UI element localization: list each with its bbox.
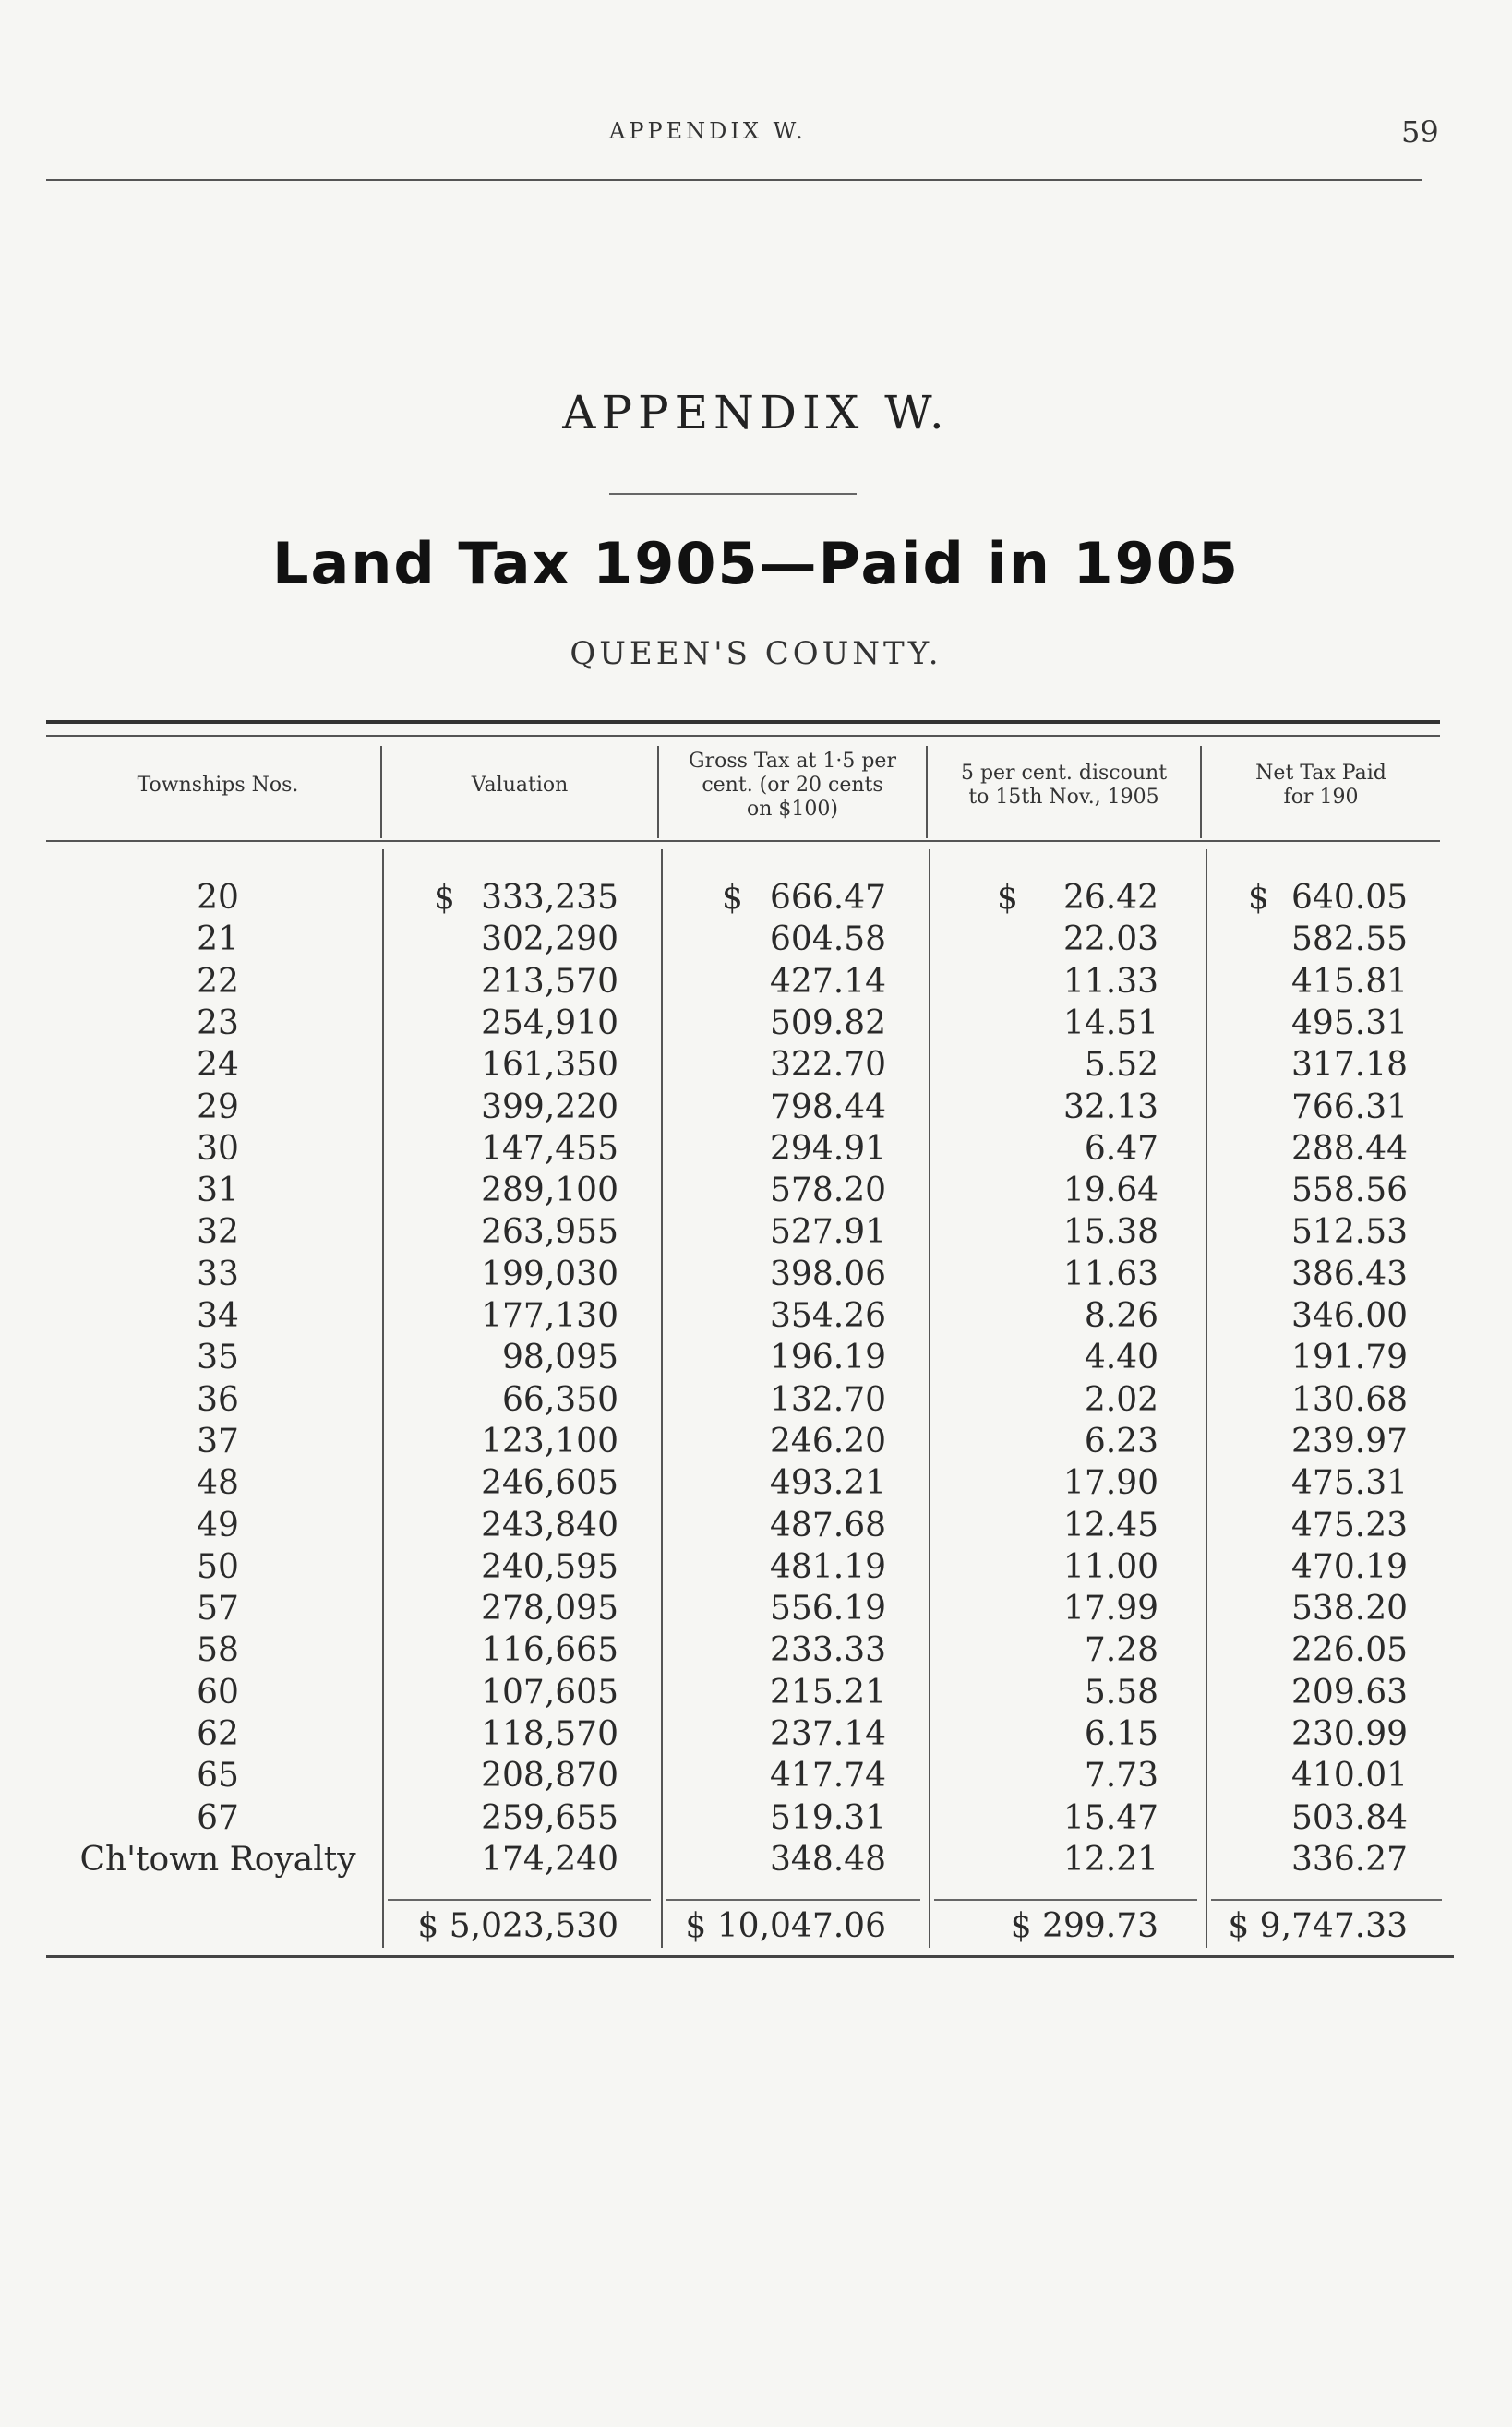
- valuation-cell: 66,350: [502, 1380, 618, 1419]
- valuation-cell: 161,350: [481, 1046, 618, 1085]
- discount-cell: 12.45: [1062, 1506, 1158, 1544]
- township-cell: 23: [197, 1003, 239, 1042]
- header-net-line2: for 190: [1283, 786, 1359, 809]
- township-cell: 50: [197, 1547, 239, 1586]
- valuation-cell: 302,290: [481, 920, 618, 959]
- discount-cell: 6.23: [1084, 1422, 1158, 1460]
- discount-cell: 7.28: [1084, 1631, 1158, 1670]
- valuation-cell: 208,870: [481, 1757, 618, 1796]
- county-label: QUEEN'S COUNTY.: [570, 635, 942, 672]
- township-cell: 30: [197, 1129, 239, 1168]
- gross-tax-cell: 196.19: [770, 1339, 886, 1377]
- total-net: $ 9,747.33: [1228, 1907, 1408, 1945]
- table-row: [0, 1295, 1512, 1337]
- township-cell: 57: [197, 1590, 239, 1628]
- discount-cell: 15.38: [1062, 1213, 1158, 1252]
- table-row: [0, 1421, 1512, 1462]
- table-row: [0, 1254, 1512, 1295]
- township-cell: 37: [197, 1422, 239, 1460]
- township-cell: Ch'town Royalty: [79, 1840, 356, 1879]
- header-discount: [928, 762, 1200, 810]
- net-tax-cell: 346.00: [1291, 1297, 1408, 1335]
- township-cell: 65: [197, 1757, 239, 1796]
- gross-tax-cell: 417.74: [770, 1757, 886, 1796]
- discount-cell: 15.47: [1062, 1798, 1158, 1837]
- net-tax-cell: 230.99: [1291, 1715, 1408, 1753]
- header-gross-tax: [659, 750, 926, 822]
- valuation-cell: 278,095: [481, 1590, 618, 1628]
- gross-tax-cell: 398.06: [770, 1255, 886, 1293]
- table-row: [0, 1462, 1512, 1504]
- net-tax-cell: 209.63: [1291, 1673, 1408, 1712]
- table-row: [0, 1546, 1512, 1588]
- table-top-rule-thin: [46, 735, 1440, 737]
- township-cell: 35: [197, 1339, 239, 1377]
- discount-cell: 32.13: [1062, 1087, 1158, 1126]
- table-row: [0, 1087, 1512, 1128]
- table-row: [0, 1211, 1512, 1253]
- net-tax-cell: 582.55: [1291, 920, 1408, 959]
- gross-tax-cell: 493.21: [770, 1464, 886, 1503]
- valuation-cell: 289,100: [481, 1171, 618, 1210]
- township-cell: 48: [197, 1464, 239, 1503]
- gross-tax-cell: 294.91: [770, 1129, 886, 1168]
- gross-tax-cell: 578.20: [770, 1171, 886, 1210]
- valuation-cell: 174,240: [481, 1840, 618, 1879]
- discount-cell: 8.26: [1084, 1297, 1158, 1335]
- valuation-cell: 107,605: [481, 1673, 618, 1712]
- valuation-cell: 116,665: [481, 1631, 618, 1670]
- gross-tax-cell: 604.58: [770, 920, 886, 959]
- table-bottom-rule: [46, 1955, 1454, 1958]
- table-row: [0, 1588, 1512, 1629]
- table-row: [0, 1044, 1512, 1086]
- township-cell: 36: [197, 1380, 239, 1419]
- table-row: [0, 1337, 1512, 1378]
- net-tax-cell: 239.97: [1291, 1422, 1408, 1460]
- table-row: [0, 1755, 1512, 1796]
- table-row: [0, 1672, 1512, 1713]
- valuation-cell: 263,955: [481, 1213, 618, 1252]
- discount-cell: 7.73: [1084, 1757, 1158, 1796]
- net-tax-cell: 538.20: [1291, 1590, 1408, 1628]
- township-cell: 22: [197, 962, 239, 1001]
- net-tax-cell: 470.19: [1291, 1547, 1408, 1586]
- township-cell: 34: [197, 1297, 239, 1335]
- gross-tax-cell: 519.31: [770, 1798, 886, 1837]
- gross-tax-cell: 354.26: [770, 1297, 886, 1335]
- township-cell: 33: [197, 1255, 239, 1293]
- discount-cell: 6.47: [1084, 1129, 1158, 1168]
- header-net-line1: Net Tax Paid: [1255, 762, 1386, 785]
- township-cell: 24: [197, 1046, 239, 1085]
- gross-tax-cell: 132.70: [770, 1380, 886, 1419]
- valuation-cell: 123,100: [481, 1422, 618, 1460]
- header-township: Townships Nos.: [137, 774, 299, 797]
- discount-cell: 22.03: [1062, 920, 1158, 959]
- running-head: [0, 114, 1512, 155]
- township-cell: 49: [197, 1506, 239, 1544]
- valuation-cell: 213,570: [481, 962, 618, 1001]
- township-cell: 31: [197, 1171, 239, 1210]
- valuation-cell: 399,220: [481, 1087, 618, 1126]
- net-tax-cell: 288.44: [1291, 1129, 1408, 1168]
- net-tax-cell: 386.43: [1291, 1255, 1408, 1293]
- net-tax-cell: 336.27: [1291, 1840, 1408, 1879]
- gross-tax-cell: 246.20: [770, 1422, 886, 1460]
- gross-tax-cell: 798.44: [770, 1087, 886, 1126]
- valuation-cell: 240,595: [481, 1547, 618, 1586]
- discount-cell: 6.15: [1084, 1715, 1158, 1753]
- header-gross-line2: cent. (or 20 cents: [702, 774, 883, 797]
- table-row: [0, 1505, 1512, 1546]
- total-discount: $ 299.73: [1010, 1907, 1158, 1945]
- table-row: [0, 919, 1512, 960]
- header-net-tax: [1202, 762, 1440, 810]
- table-row: [0, 1797, 1512, 1839]
- net-tax-cell: 503.84: [1291, 1798, 1408, 1837]
- township-cell: 62: [197, 1715, 239, 1753]
- net-tax-cell: 410.01: [1291, 1757, 1408, 1796]
- township-cell: 58: [197, 1631, 239, 1670]
- table-row: [0, 1003, 1512, 1044]
- valuation-cell: 246,605: [481, 1464, 618, 1503]
- discount-cell: 12.21: [1062, 1840, 1158, 1879]
- gross-tax-cell: 556.19: [770, 1590, 886, 1628]
- valuation-cell: 147,455: [481, 1129, 618, 1168]
- gross-tax-cell: 322.70: [770, 1046, 886, 1085]
- gross-tax-cell: 666.47: [770, 879, 886, 917]
- currency-symbol: $: [997, 879, 1018, 917]
- currency-symbol: $: [722, 879, 743, 917]
- page-title: APPENDIX W.: [562, 386, 950, 439]
- page-number: 59: [1401, 114, 1439, 150]
- township-cell: 21: [197, 920, 239, 959]
- discount-cell: 19.64: [1062, 1171, 1158, 1210]
- gross-tax-cell: 215.21: [770, 1673, 886, 1712]
- discount-cell: 26.42: [1062, 879, 1158, 917]
- table-row: [0, 1379, 1512, 1421]
- currency-symbol: $: [1248, 879, 1269, 917]
- valuation-cell: 98,095: [502, 1339, 618, 1377]
- net-tax-cell: 640.05: [1291, 879, 1408, 917]
- table-row: [0, 877, 1512, 919]
- net-tax-cell: 495.31: [1291, 1003, 1408, 1042]
- discount-cell: 11.00: [1062, 1547, 1158, 1586]
- net-tax-cell: 512.53: [1291, 1213, 1408, 1252]
- valuation-cell: 118,570: [481, 1715, 618, 1753]
- gross-tax-cell: 509.82: [770, 1003, 886, 1042]
- valuation-cell: 259,655: [481, 1798, 618, 1837]
- discount-cell: 2.02: [1084, 1380, 1158, 1419]
- valuation-cell: 333,235: [481, 879, 618, 917]
- valuation-cell: 199,030: [481, 1255, 618, 1293]
- totals-row: [0, 1905, 1512, 1952]
- discount-cell: 5.58: [1084, 1673, 1158, 1712]
- net-tax-cell: 766.31: [1291, 1087, 1408, 1126]
- gross-tax-cell: 233.33: [770, 1631, 886, 1670]
- net-tax-cell: 475.23: [1291, 1506, 1408, 1544]
- discount-cell: 17.99: [1062, 1590, 1158, 1628]
- header-gross-line1: Gross Tax at 1·5 per: [689, 750, 896, 773]
- net-tax-cell: 226.05: [1291, 1631, 1408, 1670]
- township-cell: 60: [197, 1673, 239, 1712]
- township-cell: 67: [197, 1798, 239, 1837]
- discount-cell: 11.63: [1062, 1255, 1158, 1293]
- gross-tax-cell: 348.48: [770, 1840, 886, 1879]
- head-divider: [46, 179, 1422, 181]
- discount-cell: 11.33: [1062, 962, 1158, 1001]
- table-row: [0, 1128, 1512, 1170]
- header-gross-line3: on $100): [747, 798, 838, 821]
- valuation-cell: 254,910: [481, 1003, 618, 1042]
- gross-tax-cell: 427.14: [770, 962, 886, 1001]
- net-tax-cell: 415.81: [1291, 962, 1408, 1001]
- total-rule: [388, 1899, 651, 1901]
- total-rule: [666, 1899, 920, 1901]
- discount-cell: 17.90: [1062, 1464, 1158, 1503]
- table-row: [0, 1170, 1512, 1211]
- discount-cell: 4.40: [1084, 1339, 1158, 1377]
- net-tax-cell: 475.31: [1291, 1464, 1408, 1503]
- gross-tax-cell: 237.14: [770, 1715, 886, 1753]
- gross-tax-cell: 487.68: [770, 1506, 886, 1544]
- township-cell: 29: [197, 1087, 239, 1126]
- net-tax-cell: 317.18: [1291, 1046, 1408, 1085]
- table-row: [0, 1629, 1512, 1671]
- township-cell: 20: [197, 879, 239, 917]
- running-head-title: APPENDIX W.: [609, 118, 807, 144]
- table-row: [0, 1839, 1512, 1880]
- total-rule: [1211, 1899, 1442, 1901]
- township-cell: 32: [197, 1213, 239, 1252]
- valuation-cell: 177,130: [481, 1297, 618, 1335]
- discount-cell: 5.52: [1084, 1046, 1158, 1085]
- currency-symbol: $: [434, 879, 455, 917]
- header-valuation: Valuation: [471, 774, 569, 797]
- discount-cell: 14.51: [1062, 1003, 1158, 1042]
- net-tax-cell: 558.56: [1291, 1171, 1408, 1210]
- gross-tax-cell: 481.19: [770, 1547, 886, 1586]
- net-tax-cell: 191.79: [1291, 1339, 1408, 1377]
- table-top-rule: [46, 720, 1440, 724]
- net-tax-cell: 130.68: [1291, 1380, 1408, 1419]
- header-discount-line2: to 15th Nov., 1905: [968, 786, 1159, 809]
- total-valuation: $ 5,023,530: [417, 1907, 618, 1945]
- header-divider: [46, 840, 1440, 842]
- header-discount-line1: 5 per cent. discount: [960, 762, 1168, 785]
- valuation-cell: 243,840: [481, 1506, 618, 1544]
- table-title: Land Tax 1905—Paid in 1905: [271, 530, 1241, 597]
- title-divider: [609, 493, 857, 495]
- table-row: [0, 1713, 1512, 1755]
- gross-tax-cell: 527.91: [770, 1213, 886, 1252]
- total-gross: $ 10,047.06: [685, 1907, 886, 1945]
- total-rule: [934, 1899, 1197, 1901]
- table-row: [0, 961, 1512, 1003]
